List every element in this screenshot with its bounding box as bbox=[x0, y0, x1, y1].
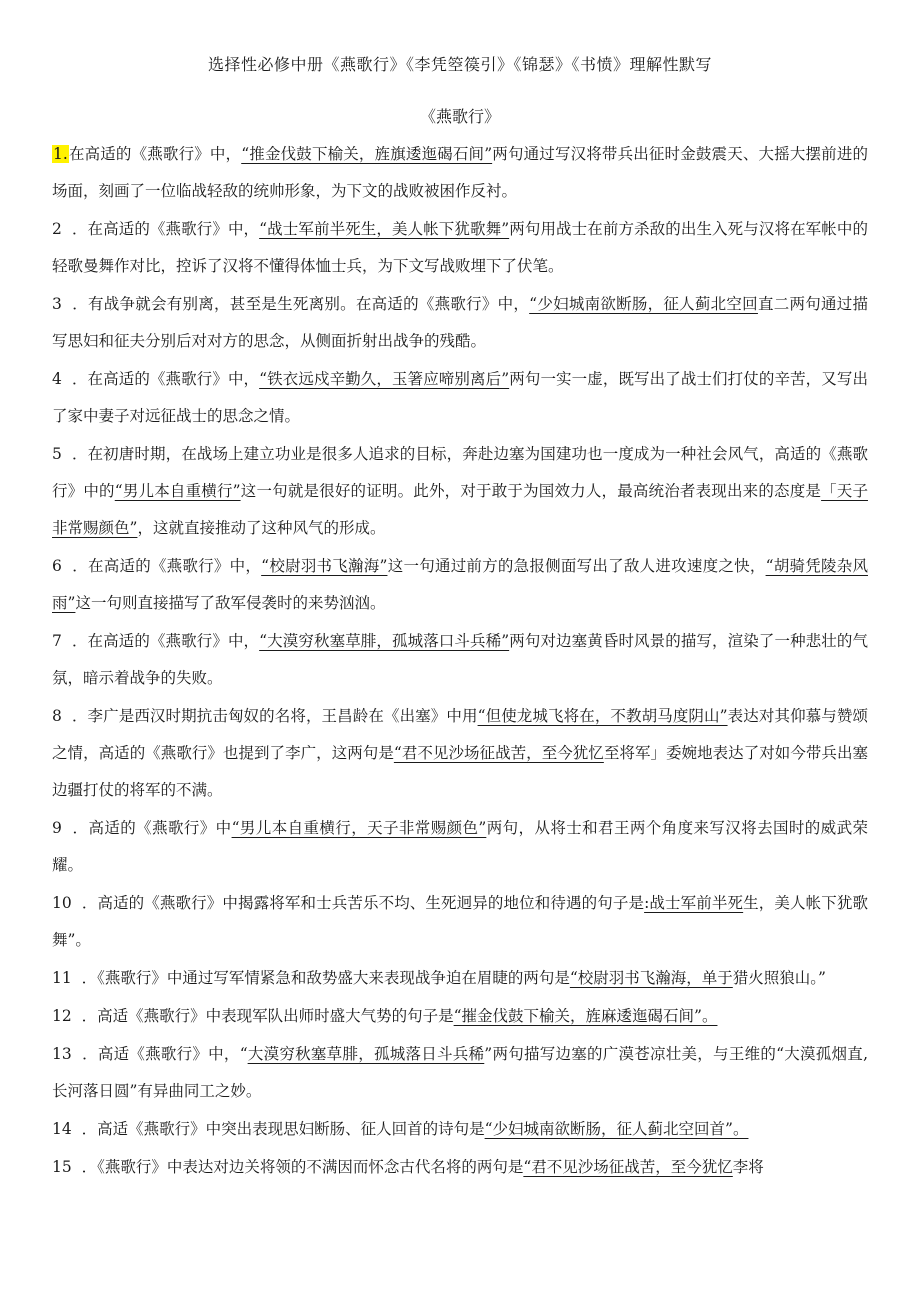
answer-text: “君不见沙场征战苦，至今犹忆 bbox=[523, 1158, 733, 1176]
question-text: ．高适《燕歌行》中表现军队出师时盛大气势的句子是 bbox=[81, 1007, 454, 1025]
question-text: ．李广是西汉时期抗击匈奴的名将，王昌龄在《出塞》中用 bbox=[71, 707, 478, 725]
question-text: ．在高适的《燕歌行》中， bbox=[71, 220, 260, 238]
question-text: 这一句通过前方的急报侧面写出了敌人进攻速度之快， bbox=[387, 557, 766, 575]
question-number: 11 bbox=[52, 969, 72, 987]
question-item bbox=[52, 960, 868, 997]
question-item bbox=[52, 1149, 868, 1186]
question-text: 两句用战士在前方杀敌的出生入死与汉将在军帐中的轻歌曼舞作对比，控诉了汉将不懂得体恤士兵，为下文写战败埋下了伏笔。 bbox=[52, 220, 868, 275]
answer-text: “男儿本自重横行，天子非常赐颜色” bbox=[231, 819, 487, 837]
answer-text: “战士军前半死生，美人帐下犹歌舞” bbox=[259, 220, 510, 238]
answer-text: “校尉羽书飞瀚海，单于 bbox=[569, 969, 733, 987]
question-list bbox=[52, 136, 868, 1187]
answer-text: “男儿本自重横行” bbox=[114, 482, 241, 500]
question-text: 两句，从将士和君王两个角度来写汉将去国时的威武荣耀。 bbox=[52, 819, 868, 874]
question-item bbox=[52, 885, 868, 959]
question-number: 2 bbox=[52, 220, 62, 238]
answer-text: “摧金伐鼓下榆关，旌麻逶迤碣石间”。 bbox=[453, 1007, 718, 1025]
answer-text: 「天子非常赐颜色” bbox=[52, 482, 868, 537]
question-text: ．高适的《燕歌行》中揭露将军和士兵苦乐不均、生死迥异的地位和待遇的句子是 bbox=[81, 894, 645, 912]
question-text: ．高适《燕歌行》中突出表现思妇断肠、征人回首的诗句是 bbox=[81, 1120, 485, 1138]
question-item bbox=[52, 810, 868, 884]
question-number: 6 bbox=[52, 557, 62, 575]
question-text: 至将军」委婉地表达了对如今带兵出塞边疆打仗的将军的不满。 bbox=[52, 744, 868, 799]
answer-text: “少妇城南欲断肠，征人蓟北空回首”。 bbox=[484, 1120, 749, 1138]
question-text: 两句对边塞黄昏时风景的描写，渲染了一种悲壮的气氛，暗示着战争的失败。 bbox=[52, 632, 868, 687]
question-text: ”两句描写边塞的广漠苍凉壮美，与王维的“大漠孤烟直,长河落日圆”有异曲同工之妙。 bbox=[52, 1045, 868, 1100]
question-item bbox=[52, 211, 868, 285]
question-text: 这一句就是很好的证明。此外，对于敢于为国效力人，最高统治者表现出来的态度是 bbox=[240, 482, 822, 500]
answer-text: “铁衣远戍辛勤久，玉箸应啼别离后” bbox=[259, 370, 510, 388]
question-number: 5 bbox=[52, 445, 62, 463]
answer-text: 大漠穷秋塞草腓，孤城落日斗兵稀 bbox=[247, 1045, 485, 1063]
question-item bbox=[52, 1036, 868, 1110]
question-text: ．高适的《燕歌行》中 bbox=[72, 819, 232, 837]
question-item bbox=[52, 1111, 868, 1148]
question-item bbox=[52, 623, 868, 697]
question-text: ，这就直接推动了这种风气的形成。 bbox=[137, 519, 386, 537]
question-number: 15 bbox=[52, 1158, 72, 1176]
question-text: ．在初唐时期，在战场上建立功业是很多人追求的目标，奔赴边塞为国建功也一度成为一种社会风气，高适的《燕歌行》中的 bbox=[52, 445, 868, 500]
question-text: 两句通过写汉将带兵出征时金鼓震天、大摇大摆前进的场面，刻画了一位临战轻敌的统帅形象，为下文的战败被困作反衬。 bbox=[52, 145, 868, 200]
question-item bbox=[52, 361, 868, 435]
question-number: 13 bbox=[52, 1045, 72, 1063]
question-number: 14 bbox=[52, 1120, 72, 1138]
answer-text: “推金伐鼓下榆关，旌旗逶迤碣石间” bbox=[241, 145, 493, 163]
question-text: 这一句则直接描写了敌军侵袭时的来势汹汹。 bbox=[75, 594, 386, 612]
question-number: 9 bbox=[52, 819, 62, 837]
answer-text: “君不见沙场征战苦，至今犹忆 bbox=[393, 744, 604, 762]
question-text: 猎火照狼山。” bbox=[732, 969, 826, 987]
question-text: 李将 bbox=[732, 1158, 764, 1176]
question-text: 生，美人帐下犹歌舞”。 bbox=[52, 894, 868, 949]
question-text: ．《燕歌行》中表达对边关将领的不满因而怀念古代名将的两句是 bbox=[81, 1158, 524, 1176]
question-text: 表达对其仰慕与赞颂之情，高适的《燕歌行》也提到了李广，这两句是 bbox=[52, 707, 868, 762]
question-text: 两句一实一虚，既写出了战士们打仗的辛苦，又写出了家中妻子对远征战士的思念之情。 bbox=[52, 370, 868, 425]
question-text: ．《燕歌行》中通过写军情紧急和敌势盛大来表现战争迫在眉睫的两句是 bbox=[81, 969, 570, 987]
question-item bbox=[52, 436, 868, 547]
question-item bbox=[52, 698, 868, 809]
section-title: 《燕歌行》 bbox=[419, 107, 500, 126]
question-text: 在高适的《燕歌行》中， bbox=[68, 145, 242, 163]
question-number: 12 bbox=[52, 1007, 72, 1025]
answer-text: :战士军前半死 bbox=[644, 894, 744, 912]
question-item bbox=[52, 286, 868, 360]
question-text: ．高适《燕歌行》中，“ bbox=[82, 1045, 248, 1063]
question-text: ．在高适的《燕歌行》中， bbox=[72, 557, 262, 575]
question-number: 10 bbox=[52, 894, 72, 912]
answer-text: “但使龙城飞将在，不教胡马度阴山” bbox=[477, 707, 728, 725]
question-number: 4 bbox=[52, 370, 62, 388]
answer-text: “胡骑凭陵杂风雨” bbox=[52, 557, 868, 612]
answer-text: “校尉羽书飞瀚海” bbox=[261, 557, 388, 575]
question-number: 3 bbox=[52, 295, 62, 313]
question-text: 直二两句通过描写思妇和征夫分别后对对方的思念，从侧面折射出战争的残酷。 bbox=[52, 295, 868, 350]
question-text: ．在高适的《燕歌行》中， bbox=[71, 370, 260, 388]
question-number: 1. bbox=[53, 145, 68, 163]
question-item bbox=[52, 136, 868, 210]
document-title: 选择性必修中册《燕歌行》《李凭箜篌引》《锦瑟》《书愤》理解性默写 bbox=[207, 55, 712, 74]
question-text: ．有战争就会有别离，甚至是生死离别。在高适的《燕歌行》中， bbox=[72, 295, 530, 313]
answer-text: “大漠穷秋塞草腓，孤城落口斗兵稀” bbox=[259, 632, 510, 650]
question-number: 7 bbox=[52, 632, 62, 650]
answer-text: “少妇城南欲断肠，征人蓟北空回 bbox=[529, 295, 758, 313]
question-item bbox=[52, 548, 868, 622]
question-text: ．在高适的《燕歌行》中， bbox=[71, 632, 260, 650]
question-number: 8 bbox=[52, 707, 62, 725]
question-item bbox=[52, 998, 868, 1035]
